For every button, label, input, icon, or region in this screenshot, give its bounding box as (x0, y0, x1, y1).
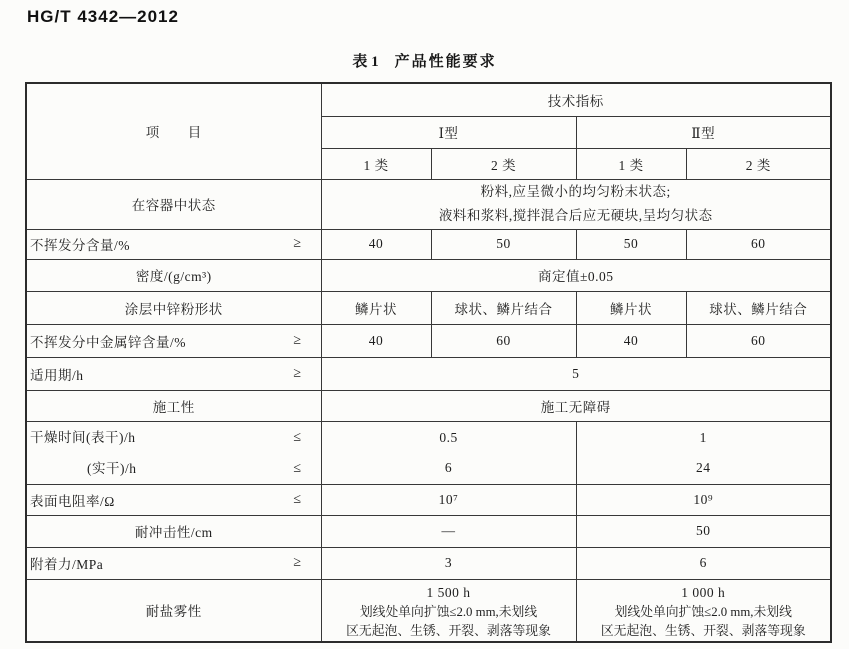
row-label-pot-life (26, 357, 321, 390)
cell-impact-type-i: — (321, 515, 576, 547)
row-label-state-in-container: 在容器中状态 (26, 179, 321, 229)
row-label-surface-resistivity (26, 484, 321, 515)
row-state-in-container (26, 179, 831, 229)
table-caption-label: 表 1 (352, 54, 379, 70)
salt-spray-detail-i-line1: 划线处单向扩蚀≤2.0 mm,未划线 (359, 604, 538, 619)
cell-adhesion-type-i: 3 (321, 547, 576, 579)
column-header-item: 项 目 (26, 83, 321, 179)
row-label-density: 密度/(g/cm³) (26, 259, 321, 291)
cell-nonvolatile-ii1: 50 (576, 229, 686, 259)
cell-metal-zinc-i1: 40 (321, 324, 431, 357)
cell-zinc-shape-ii1: 鳞片状 (576, 291, 686, 324)
cell-nonvolatile-i2: 50 (431, 229, 576, 259)
column-header-class-2a: 2 类 (431, 148, 576, 179)
cell-impact-type-ii: 50 (576, 515, 831, 547)
row-adhesion (26, 547, 831, 579)
row-workability (26, 390, 831, 421)
drying-surface-i: 0.5 (439, 429, 458, 445)
state-value-line1: 粉料,应呈微小的均匀粉末状态; (480, 184, 671, 199)
row-pot-life (26, 357, 831, 390)
row-salt-spray (26, 579, 831, 642)
row-label-zinc-shape: 涂层中锌粉形状 (26, 291, 321, 324)
row-surface-resistivity (26, 484, 831, 515)
cell-drying-type-ii (576, 421, 831, 484)
salt-spray-detail-ii-line1: 划线处单向扩蚀≤2.0 mm,未划线 (614, 604, 792, 619)
row-label-nonvolatile-content (26, 229, 321, 259)
lte-symbol: ≤ (293, 429, 302, 445)
cell-salt-spray-type-i (321, 579, 576, 642)
drying-surface-label-text: 干燥时间(表干)/h (30, 429, 136, 445)
resistivity-label-text: 表面电阻率/Ω (30, 493, 115, 509)
gte-symbol: ≥ (293, 365, 302, 381)
drying-hard-ii: 24 (696, 459, 711, 475)
cell-adhesion-type-ii: 6 (576, 547, 831, 579)
cell-salt-spray-type-ii (576, 579, 831, 642)
lte-symbol: ≤ (293, 491, 302, 507)
table-caption-title: 产品性能要求 (394, 54, 497, 70)
cell-nonvolatile-i1: 40 (321, 229, 431, 259)
row-label-salt-spray: 耐盐雾性 (26, 579, 321, 642)
column-header-type-i: Ⅰ型 (321, 116, 576, 148)
cell-metal-zinc-ii2: 60 (686, 324, 831, 357)
table-caption (0, 50, 849, 71)
cell-resistivity-type-ii: 10⁹ (576, 484, 831, 515)
cell-zinc-shape-i2: 球状、鳞片结合 (431, 291, 576, 324)
adhesion-label-text: 附着力/MPa (30, 557, 104, 572)
column-header-class-1a: 1 类 (321, 148, 431, 179)
drying-hard-i: 6 (444, 459, 453, 475)
cell-metal-zinc-ii1: 40 (576, 324, 686, 357)
cell-resistivity-type-i: 10⁷ (321, 484, 576, 515)
cell-metal-zinc-i2: 60 (431, 324, 576, 357)
column-header-class-1b: 1 类 (576, 148, 686, 179)
drying-hard-label-text: (实干)/h (87, 460, 137, 476)
row-nonvolatile-content (26, 229, 831, 259)
row-label-metal-zinc-content (26, 324, 321, 357)
pot-life-label-text: 适用期/h (30, 367, 84, 383)
state-value-line2: 液料和浆料,搅拌混合后应无硬块,呈均匀状态 (438, 208, 713, 223)
column-header-class-2b: 2 类 (686, 148, 831, 179)
cell-drying-type-i (321, 421, 576, 484)
lte-symbol: ≤ (293, 460, 302, 476)
column-header-tech-indicator: 技术指标 (321, 83, 831, 116)
cell-state-value (321, 179, 831, 229)
cell-workability-value: 施工无障碍 (321, 390, 831, 421)
salt-spray-detail-ii-line2: 区无起泡、生锈、开裂、剥落等现象 (600, 623, 806, 638)
row-label-drying-time (26, 421, 321, 484)
cell-zinc-shape-ii2: 球状、鳞片结合 (686, 291, 831, 324)
gte-symbol: ≥ (293, 332, 302, 348)
drying-surface-ii: 1 (699, 429, 707, 445)
salt-spray-detail-i-line2: 区无起泡、生锈、开裂、剥落等现象 (346, 623, 551, 638)
row-metal-zinc-content (26, 324, 831, 357)
row-density (26, 259, 831, 291)
salt-spray-hours-ii: 1 000 h (681, 584, 726, 600)
row-label-workability: 施工性 (26, 390, 321, 421)
row-label-adhesion (26, 547, 321, 579)
row-impact-resistance (26, 515, 831, 547)
column-header-type-ii: Ⅱ型 (576, 116, 831, 148)
document-code: HG/T 4342—2012 (27, 7, 179, 26)
cell-nonvolatile-ii2: 60 (686, 229, 831, 259)
cell-density-value: 商定值±0.05 (321, 259, 831, 291)
nonvolatile-label-text: 不挥发分含量/% (30, 238, 130, 253)
cell-zinc-shape-i1: 鳞片状 (321, 291, 431, 324)
metal-zinc-label-text: 不挥发分中金属锌含量/% (30, 334, 186, 350)
row-drying-time (26, 421, 831, 484)
product-performance-table (25, 82, 832, 643)
salt-spray-hours-i: 1 500 h (426, 584, 471, 600)
gte-symbol: ≥ (293, 236, 302, 251)
gte-symbol: ≥ (293, 555, 302, 570)
cell-pot-life-value: 5 (321, 357, 831, 390)
row-label-impact-resistance: 耐冲击性/cm (26, 515, 321, 547)
row-zinc-shape (26, 291, 831, 324)
header-row-tech (26, 83, 831, 116)
